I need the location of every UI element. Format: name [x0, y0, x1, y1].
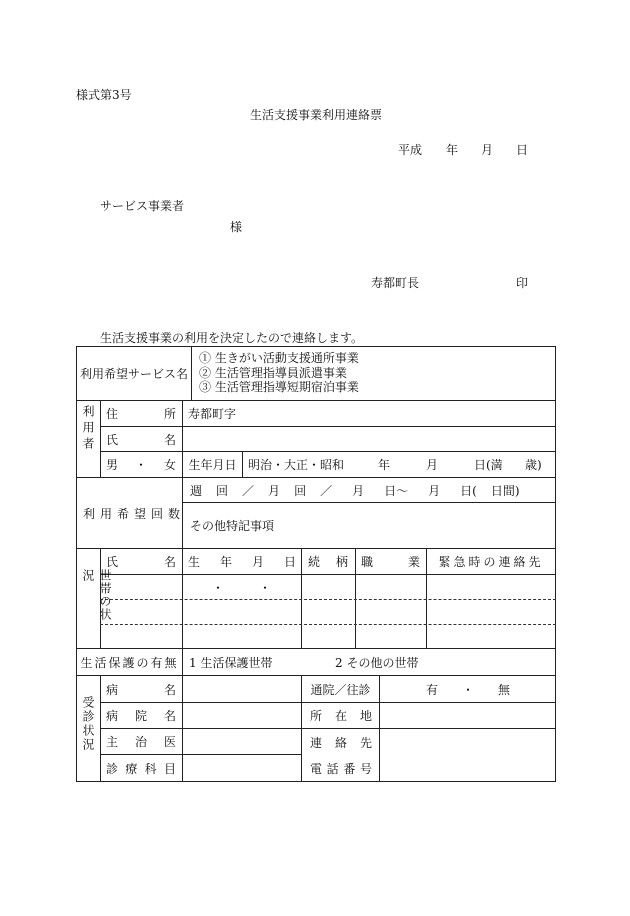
- usage-notes-label: その他特記事項: [190, 519, 275, 533]
- household-job-header: 職 業: [361, 555, 420, 569]
- service-option: ③ 生活管理指導短期宿泊事業: [199, 380, 359, 394]
- date-year: 年: [446, 143, 459, 157]
- location-label: 所 在 地: [310, 709, 372, 723]
- service-label: 利用希望サービス名: [79, 367, 188, 381]
- date-month: 月: [481, 143, 494, 157]
- service-option: ① 生きがい活動支援通所事業: [199, 351, 359, 365]
- department-label: 診 療 科 目: [106, 761, 176, 776]
- visit-label: 通院／往診: [310, 682, 371, 697]
- phone-label: 電 話 番 号: [310, 761, 372, 776]
- birth-era: 明治・大正・昭和: [248, 458, 345, 472]
- medical-label: 受診状況: [81, 696, 95, 752]
- service-options: [199, 351, 359, 395]
- birth-year: 年: [378, 458, 391, 472]
- household-birth-dot: ・: [259, 580, 272, 595]
- doctor-label: 主 治 医: [106, 735, 176, 749]
- household-name-header: 氏 名: [106, 555, 176, 569]
- household-birth-dot: ・: [212, 580, 225, 595]
- household-label: 世帯の状況: [81, 569, 112, 621]
- birth-age: 歳): [525, 458, 542, 472]
- usage-frequency: 週 回 ／ 月 回 ／ 月 日〜 月 日( 日間): [190, 483, 520, 498]
- address-label: 住 所: [106, 407, 176, 421]
- household-birth-header: 生 年 月 日: [188, 555, 296, 569]
- address-value: 寿都町字: [188, 407, 237, 421]
- visit-value[interactable]: 有 ・ 無: [426, 682, 510, 697]
- household-relation-header: 続 柄: [308, 555, 348, 569]
- form-title: 生活支援事業利用連絡票: [250, 108, 383, 122]
- service-option: ② 生活管理指導員派遣事業: [199, 365, 347, 380]
- welfare-label: 生活保護の有無: [80, 655, 179, 670]
- issuer: 寿都町長: [371, 276, 420, 290]
- form-number: 様式第3号: [76, 88, 132, 102]
- birth-month: 月: [426, 458, 439, 472]
- date-day: 日: [516, 143, 529, 157]
- honorific: 様: [230, 220, 243, 234]
- welfare-option-2[interactable]: 2 その他の世帯: [335, 655, 419, 670]
- addressee: サービス事業者: [100, 199, 185, 213]
- usage-label: 利用希望回数: [83, 506, 186, 521]
- date-era: 平成: [398, 143, 423, 157]
- name-label: 氏 名: [106, 432, 176, 447]
- disease-label: 病 名: [106, 682, 176, 697]
- user-group-label: 利用者: [81, 405, 95, 453]
- seal-mark: 印: [516, 276, 529, 290]
- birth-day: 日(満: [474, 458, 503, 472]
- intro-text: 生活支援事業の利用を決定したので連絡します。: [100, 331, 364, 345]
- gender-field: 男 ・ 女: [106, 458, 176, 472]
- birth-label: 生年月日: [188, 458, 237, 472]
- welfare-option-1[interactable]: 1 生活保護世帯: [189, 655, 273, 670]
- hospital-label: 病 院 名: [106, 709, 176, 723]
- household-emergency-header: 緊急時の連絡先: [438, 555, 544, 569]
- contact-label: 連 絡 先: [310, 735, 372, 750]
